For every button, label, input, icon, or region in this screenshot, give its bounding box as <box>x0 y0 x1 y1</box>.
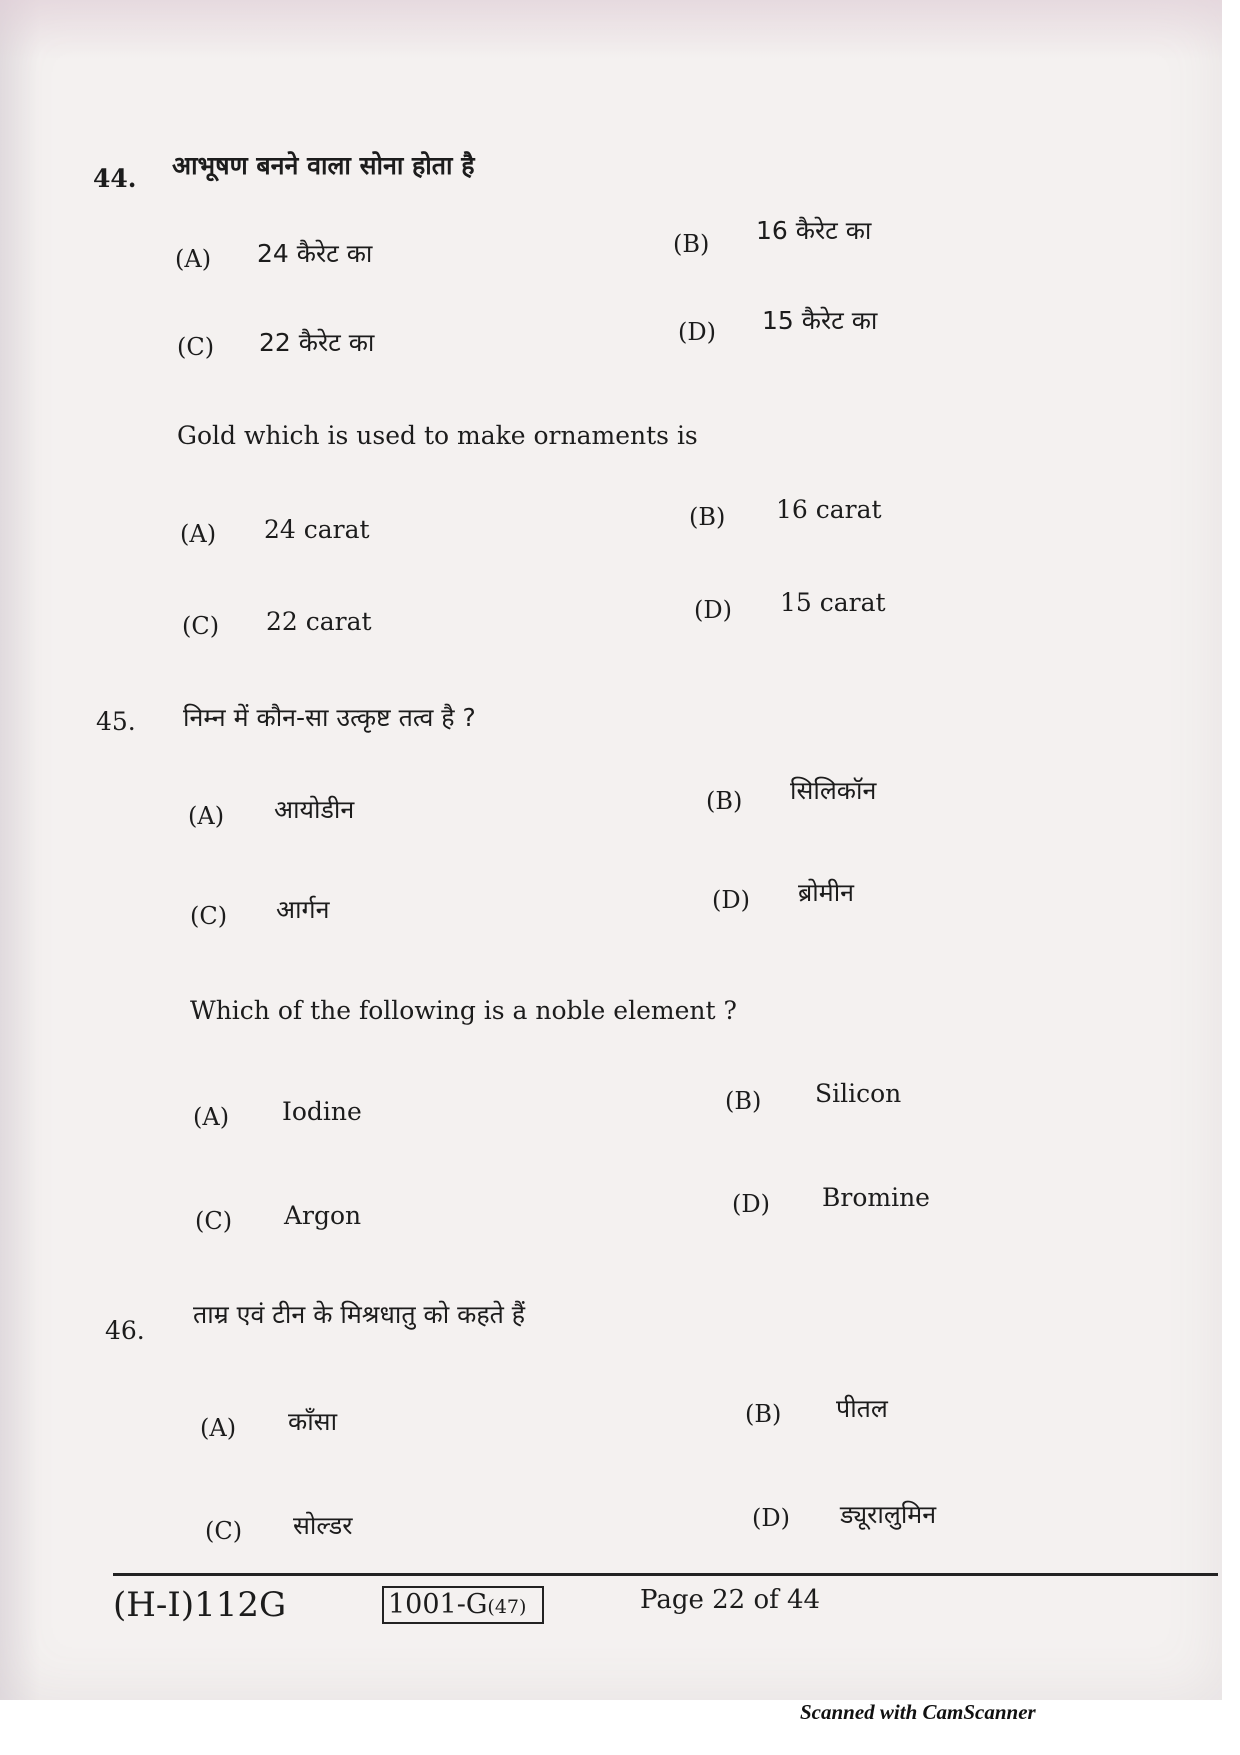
option-label: (B) <box>745 1400 782 1428</box>
option-label: (C) <box>182 612 220 640</box>
option-label: (C) <box>195 1207 233 1235</box>
option-label: (A) <box>180 520 217 548</box>
option-label: (B) <box>673 230 710 258</box>
option-text: Silicon <box>815 1079 902 1108</box>
paper-code: (H-I)112G <box>113 1585 287 1625</box>
option-text: आर्गन <box>276 895 330 924</box>
option-label: (A) <box>188 802 225 830</box>
option-label: (D) <box>712 886 750 914</box>
option-text: काँसा <box>288 1407 338 1436</box>
option-label: (A) <box>193 1103 230 1131</box>
question-text-hindi: आभूषण बनने वाला सोना होता है <box>172 151 475 180</box>
page-number: Page 22 of 44 <box>640 1585 821 1615</box>
option-text: पीतल <box>836 1394 888 1423</box>
footer-divider <box>113 1573 1218 1576</box>
option-label: (A) <box>200 1414 237 1442</box>
question-text-english: Gold which is used to make ornaments is <box>177 421 698 450</box>
option-text: आयोडीन <box>274 795 355 824</box>
scanner-watermark: Scanned with CamScanner <box>800 1700 1036 1724</box>
option-text: सोल्डर <box>293 1511 353 1540</box>
question-text-english: Which of the following is a noble element ? <box>190 996 737 1025</box>
option-text: 22 कैरेट का <box>259 328 375 357</box>
option-text: 24 carat <box>264 515 370 544</box>
set-code-main: 1001-G <box>388 1589 488 1620</box>
option-text: ड्यूरालुमिन <box>840 1500 937 1529</box>
option-text: 16 carat <box>776 495 882 524</box>
question-number: 46. <box>105 1316 145 1345</box>
option-text: Bromine <box>822 1183 930 1212</box>
option-text: 24 कैरेट का <box>257 239 373 268</box>
option-label: (D) <box>694 596 732 624</box>
question-number: 44. <box>93 164 137 193</box>
set-code <box>388 1589 526 1620</box>
question-text-hindi: ताम्र एवं टीन के मिश्रधातु को कहते हैं <box>193 1300 526 1329</box>
option-text: Argon <box>284 1201 362 1230</box>
option-label: (B) <box>725 1087 762 1115</box>
option-label: (A) <box>175 245 212 273</box>
question-number: 45. <box>96 707 136 736</box>
option-label: (D) <box>752 1504 790 1532</box>
option-label: (B) <box>706 787 743 815</box>
option-text: 16 कैरेट का <box>756 216 872 245</box>
option-label: (C) <box>177 333 215 361</box>
set-code-suffix: (47) <box>487 1596 527 1618</box>
option-label: (B) <box>689 503 726 531</box>
option-text: सिलिकॉन <box>790 776 877 805</box>
option-label: (D) <box>732 1190 770 1218</box>
option-text: ब्रोमीन <box>798 878 855 907</box>
option-label: (C) <box>205 1517 243 1545</box>
option-text: 15 कैरेट का <box>762 306 878 335</box>
option-text: 15 carat <box>780 588 886 617</box>
option-label: (C) <box>190 902 228 930</box>
question-text-hindi: निम्न में कौन-सा उत्कृष्ट तत्व है ? <box>183 703 476 732</box>
option-text: 22 carat <box>266 607 372 636</box>
option-label: (D) <box>678 318 716 346</box>
option-text: Iodine <box>282 1097 362 1126</box>
